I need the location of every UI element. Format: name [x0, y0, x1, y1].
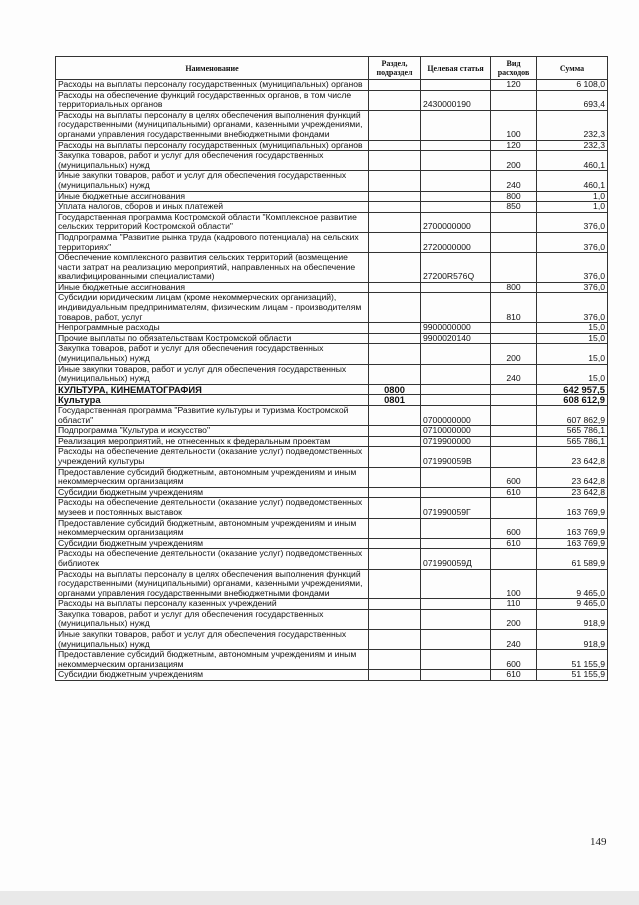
- row-name: Субсидии юридическим лицам (кроме некоммерческих организаций), индивидуальным предпринимателям, физическим лицам - производителям товаров, работ, услуг: [56, 293, 369, 323]
- row-kind: [491, 549, 537, 569]
- row-kind: [491, 395, 537, 406]
- row-name: Субсидии бюджетным учреждениям: [56, 538, 369, 549]
- row-target: 9900000000: [421, 323, 491, 334]
- table-row: [56, 323, 608, 334]
- row-sum: 163 769,9: [537, 538, 608, 549]
- row-section: [369, 323, 421, 334]
- table-row: [56, 518, 608, 538]
- row-kind: [491, 447, 537, 467]
- row-name: Предоставление субсидий бюджетным, автономным учреждениям и иным некоммерческим организациям: [56, 467, 369, 487]
- row-name: Иные закупки товаров, работ и услуг для обеспечения государственных (муниципальных) нужд: [56, 630, 369, 650]
- row-name: Предоставление субсидий бюджетным, автономным учреждениям и иным некоммерческим организациям: [56, 650, 369, 670]
- table-row: [56, 333, 608, 344]
- table-row: [56, 426, 608, 437]
- row-kind: 800: [491, 282, 537, 293]
- row-name: Расходы на выплаты персоналу казенных учреждений: [56, 599, 369, 610]
- row-kind: 610: [491, 670, 537, 681]
- row-kind: 200: [491, 609, 537, 629]
- row-section: [369, 518, 421, 538]
- table-row: [56, 212, 608, 232]
- row-target: [421, 569, 491, 599]
- row-kind: 810: [491, 293, 537, 323]
- table-row: [56, 395, 608, 406]
- row-section: [369, 498, 421, 518]
- table-row: [56, 140, 608, 151]
- table-row: [56, 538, 608, 549]
- row-kind: 200: [491, 344, 537, 364]
- row-section: 0801: [369, 395, 421, 406]
- row-target: 071990059В: [421, 447, 491, 467]
- row-kind: [491, 426, 537, 437]
- row-sum: 565 786,1: [537, 436, 608, 447]
- row-name: Расходы на выплаты персоналу в целях обеспечения выполнения функций государственными (муниципальными) органами, казенными учреждениями, органами управления государственными внебюджетными фондами: [56, 569, 369, 599]
- header-sum: Сумма: [537, 57, 608, 80]
- row-target: [421, 538, 491, 549]
- row-section: [369, 406, 421, 426]
- row-sum: 460,1: [537, 171, 608, 191]
- row-target: [421, 282, 491, 293]
- row-target: 2430000190: [421, 90, 491, 110]
- row-sum: 23 642,8: [537, 487, 608, 498]
- row-name: Закупка товаров, работ и услуг для обеспечения государственных (муниципальных) нужд: [56, 609, 369, 629]
- table-row: [56, 447, 608, 467]
- row-kind: [491, 212, 537, 232]
- row-target: 27200R576Q: [421, 253, 491, 283]
- row-sum: 15,0: [537, 344, 608, 364]
- budget-table: [55, 56, 608, 681]
- row-sum: 51 155,9: [537, 650, 608, 670]
- row-kind: [491, 253, 537, 283]
- row-sum: 51 155,9: [537, 670, 608, 681]
- row-sum: 376,0: [537, 293, 608, 323]
- row-name: Обеспечение комплексного развития сельских территорий (возмещение части затрат на реализацию мероприятий, направленных на обеспечение квалифицированными специалистами): [56, 253, 369, 283]
- row-section: [369, 549, 421, 569]
- row-section: [369, 232, 421, 252]
- row-sum: 918,9: [537, 609, 608, 629]
- table-row: [56, 253, 608, 283]
- row-sum: 376,0: [537, 253, 608, 283]
- row-name: Непрограммные расходы: [56, 323, 369, 334]
- row-section: [369, 202, 421, 213]
- row-target: [421, 151, 491, 171]
- row-name: Иные закупки товаров, работ и услуг для обеспечения государственных (муниципальных) нужд: [56, 171, 369, 191]
- row-kind: [491, 406, 537, 426]
- row-name: Расходы на выплаты персоналу государственных (муниципальных) органов: [56, 140, 369, 151]
- row-sum: 460,1: [537, 151, 608, 171]
- table-row: [56, 232, 608, 252]
- row-name: Иные бюджетные ассигнования: [56, 191, 369, 202]
- row-section: [369, 80, 421, 91]
- row-name: Субсидии бюджетным учреждениям: [56, 487, 369, 498]
- row-sum: 232,3: [537, 140, 608, 151]
- table-row: [56, 191, 608, 202]
- row-section: [369, 599, 421, 610]
- row-kind: 610: [491, 487, 537, 498]
- row-target: 0710000000: [421, 426, 491, 437]
- row-section: [369, 212, 421, 232]
- table-row: [56, 436, 608, 447]
- row-target: [421, 171, 491, 191]
- row-kind: 240: [491, 630, 537, 650]
- table-row: [56, 650, 608, 670]
- row-target: [421, 110, 491, 140]
- row-sum: 15,0: [537, 333, 608, 344]
- table-row: [56, 630, 608, 650]
- row-name: Субсидии бюджетным учреждениям: [56, 670, 369, 681]
- row-name: Государственная программа "Развитие культуры и туризма Костромской области": [56, 406, 369, 426]
- row-section: [369, 191, 421, 202]
- row-target: 071990059Д: [421, 549, 491, 569]
- row-section: [369, 650, 421, 670]
- row-sum: 608 612,9: [537, 395, 608, 406]
- table-row: [56, 670, 608, 681]
- table-row: [56, 202, 608, 213]
- table-row: [56, 569, 608, 599]
- row-sum: 693,4: [537, 90, 608, 110]
- row-target: [421, 599, 491, 610]
- row-name: Закупка товаров, работ и услуг для обеспечения государственных (муниципальных) нужд: [56, 151, 369, 171]
- header-name: Наименование: [56, 57, 369, 80]
- header-kind: Вид расходов: [491, 57, 537, 80]
- row-name: Расходы на выплаты персоналу государственных (муниципальных) органов: [56, 80, 369, 91]
- row-target: 071990059Г: [421, 498, 491, 518]
- table-body: [56, 80, 608, 681]
- page-number: 149: [590, 836, 607, 848]
- table-row: [56, 364, 608, 384]
- row-section: [369, 140, 421, 151]
- row-target: [421, 395, 491, 406]
- row-section: [369, 538, 421, 549]
- row-kind: 600: [491, 650, 537, 670]
- row-target: [421, 191, 491, 202]
- row-name: Расходы на обеспечение деятельности (оказание услуг) подведомственных музеев и постоянных выставок: [56, 498, 369, 518]
- row-kind: [491, 384, 537, 395]
- row-kind: [491, 436, 537, 447]
- row-kind: 850: [491, 202, 537, 213]
- row-section: [369, 670, 421, 681]
- row-section: [369, 333, 421, 344]
- row-sum: 376,0: [537, 232, 608, 252]
- row-kind: [491, 498, 537, 518]
- row-sum: 163 769,9: [537, 518, 608, 538]
- row-kind: [491, 90, 537, 110]
- row-target: [421, 364, 491, 384]
- row-sum: 61 589,9: [537, 549, 608, 569]
- row-target: [421, 344, 491, 364]
- row-name: Уплата налогов, сборов и иных платежей: [56, 202, 369, 213]
- table-row: [56, 282, 608, 293]
- row-section: [369, 436, 421, 447]
- row-sum: 918,9: [537, 630, 608, 650]
- row-name: Прочие выплаты по обязательствам Костромской области: [56, 333, 369, 344]
- row-target: [421, 467, 491, 487]
- row-sum: 1,0: [537, 202, 608, 213]
- row-kind: 100: [491, 110, 537, 140]
- row-section: 0800: [369, 384, 421, 395]
- row-sum: 163 769,9: [537, 498, 608, 518]
- row-target: [421, 202, 491, 213]
- row-name: Иные закупки товаров, работ и услуг для обеспечения государственных (муниципальных) нужд: [56, 364, 369, 384]
- row-kind: 600: [491, 518, 537, 538]
- row-target: 0700000000: [421, 406, 491, 426]
- table-row: [56, 549, 608, 569]
- row-section: [369, 487, 421, 498]
- row-name: Расходы на обеспечение функций государственных органов, в том числе территориальных органов: [56, 90, 369, 110]
- row-section: [369, 447, 421, 467]
- row-sum: 6 108,0: [537, 80, 608, 91]
- row-sum: 376,0: [537, 212, 608, 232]
- table-row: [56, 151, 608, 171]
- row-section: [369, 467, 421, 487]
- row-target: [421, 518, 491, 538]
- row-section: [369, 253, 421, 283]
- table-header-row: [56, 57, 608, 80]
- table-row: [56, 487, 608, 498]
- row-section: [369, 630, 421, 650]
- row-sum: 15,0: [537, 323, 608, 334]
- row-target: [421, 630, 491, 650]
- row-kind: 600: [491, 467, 537, 487]
- row-section: [369, 569, 421, 599]
- row-sum: 1,0: [537, 191, 608, 202]
- row-sum: 23 642,8: [537, 467, 608, 487]
- table-row: [56, 110, 608, 140]
- scan-edge: [0, 891, 639, 905]
- row-section: [369, 110, 421, 140]
- row-kind: 100: [491, 569, 537, 599]
- row-target: 0719900000: [421, 436, 491, 447]
- row-target: 9900020140: [421, 333, 491, 344]
- row-kind: 120: [491, 140, 537, 151]
- row-target: 2700000000: [421, 212, 491, 232]
- row-name: Реализация мероприятий, не отнесенных к федеральным проектам: [56, 436, 369, 447]
- row-sum: 232,3: [537, 110, 608, 140]
- row-sum: 23 642,8: [537, 447, 608, 467]
- row-kind: [491, 333, 537, 344]
- row-section: [369, 282, 421, 293]
- row-section: [369, 344, 421, 364]
- table-row: [56, 384, 608, 395]
- row-sum: 642 957,5: [537, 384, 608, 395]
- row-kind: 120: [491, 80, 537, 91]
- row-section: [369, 171, 421, 191]
- row-name: Государственная программа Костромской области "Комплексное развитие сельских территорий Костромской области": [56, 212, 369, 232]
- row-section: [369, 90, 421, 110]
- row-target: [421, 650, 491, 670]
- row-kind: 200: [491, 151, 537, 171]
- table-row: [56, 293, 608, 323]
- row-target: [421, 487, 491, 498]
- row-kind: [491, 323, 537, 334]
- row-sum: 607 862,9: [537, 406, 608, 426]
- table-row: [56, 599, 608, 610]
- table-row: [56, 609, 608, 629]
- row-name: КУЛЬТУРА, КИНЕМАТОГРАФИЯ: [56, 384, 369, 395]
- row-name: Расходы на выплаты персоналу в целях обеспечения выполнения функций государственными (муниципальными) органами, казенными учреждениями, органами управления государственными внебюджетными фондами: [56, 110, 369, 140]
- row-target: [421, 670, 491, 681]
- table-row: [56, 171, 608, 191]
- row-name: Культура: [56, 395, 369, 406]
- row-name: Подпрограмма "Развитие рынка труда (кадрового потенциала) на сельских территориях": [56, 232, 369, 252]
- header-section: Раздел, подраздел: [369, 57, 421, 80]
- row-name: Расходы на обеспечение деятельности (оказание услуг) подведомственных библиотек: [56, 549, 369, 569]
- row-target: [421, 80, 491, 91]
- row-section: [369, 151, 421, 171]
- table-row: [56, 498, 608, 518]
- table-row: [56, 80, 608, 91]
- row-kind: 240: [491, 171, 537, 191]
- row-name: Иные бюджетные ассигнования: [56, 282, 369, 293]
- row-target: [421, 384, 491, 395]
- row-kind: [491, 232, 537, 252]
- row-kind: 110: [491, 599, 537, 610]
- row-kind: 610: [491, 538, 537, 549]
- row-section: [369, 364, 421, 384]
- row-kind: 800: [491, 191, 537, 202]
- row-sum: 15,0: [537, 364, 608, 384]
- row-sum: 9 465,0: [537, 569, 608, 599]
- table-row: [56, 344, 608, 364]
- row-section: [369, 426, 421, 437]
- row-name: Подпрограмма "Культура и искусство": [56, 426, 369, 437]
- row-name: Закупка товаров, работ и услуг для обеспечения государственных (муниципальных) нужд: [56, 344, 369, 364]
- row-section: [369, 609, 421, 629]
- row-target: 2720000000: [421, 232, 491, 252]
- table-row: [56, 467, 608, 487]
- row-name: Расходы на обеспечение деятельности (оказание услуг) подведомственных учреждений культуры: [56, 447, 369, 467]
- row-section: [369, 293, 421, 323]
- row-sum: 9 465,0: [537, 599, 608, 610]
- row-sum: 565 786,1: [537, 426, 608, 437]
- row-target: [421, 140, 491, 151]
- table-row: [56, 406, 608, 426]
- row-name: Предоставление субсидий бюджетным, автономным учреждениям и иным некоммерческим организациям: [56, 518, 369, 538]
- row-kind: 240: [491, 364, 537, 384]
- row-target: [421, 609, 491, 629]
- row-sum: 376,0: [537, 282, 608, 293]
- table-row: [56, 90, 608, 110]
- row-target: [421, 293, 491, 323]
- header-target: Целевая статья: [421, 57, 491, 80]
